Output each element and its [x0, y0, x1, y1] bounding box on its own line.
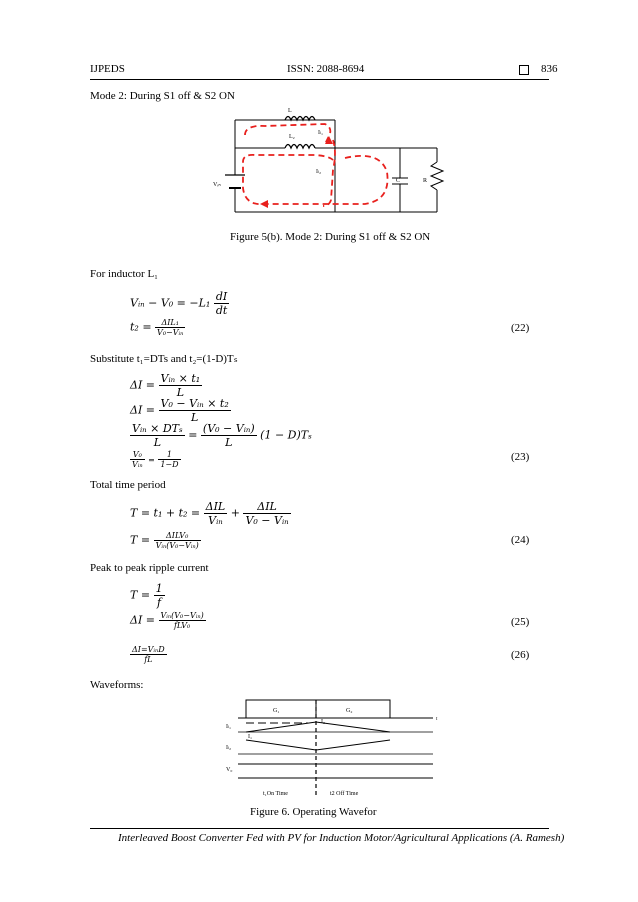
current-path-lower [243, 155, 388, 204]
inductor-heading: For inductor L₁ [90, 268, 158, 280]
label-l2: L₂ [289, 134, 295, 140]
footer-rule [90, 828, 549, 829]
substitute-text: Substitute t₁=DTs and t₂=(1-D)Tₛ [90, 353, 238, 365]
figure-6-caption: Figure 6. Operating Wavefor [250, 806, 377, 818]
waveform-diagram [218, 698, 443, 798]
wave-on-time: t₁On Time [263, 791, 288, 797]
wave-t-axis: t [436, 717, 438, 722]
eq22-line1: Vᵢₙ − V₀ = −L₁ $\frac{dI}{dt}$ [130, 290, 228, 317]
wave-i1: I₁ [248, 734, 253, 740]
eq23-line1: ΔI = $\frac{\text{Vᵢₙ × t₁}}{L}$ [130, 372, 201, 399]
wave-il1: Iₗ₁ [226, 724, 232, 730]
issn: ISSN: 2088-8694 [287, 63, 365, 75]
wave-off-time: t2 Off Time [330, 791, 359, 797]
label-il1: Iₗ₁ [318, 130, 324, 136]
header-rule [90, 79, 549, 80]
wave-il2: Iₗ₂ [226, 745, 232, 751]
eq24-number: (24) [511, 534, 530, 546]
figure-5b-caption: Figure 5(b). Mode 2: During S1 off & S2 ON [230, 231, 431, 243]
eq23-line3: $\frac{\text{Vᵢₙ × DTₛ}}{L}$ = $\frac{\text{(V₀ − Vᵢₙ)}}{L}$ (1 − D)Tₛ [132, 422, 312, 449]
label-top-l: L [288, 108, 292, 114]
total-time-heading: Total time period [90, 479, 166, 491]
label-r: R [423, 178, 428, 184]
wave-g2: G₂ [346, 708, 353, 714]
mode2-heading: Mode 2: During S1 off & S2 ON [90, 90, 235, 102]
inductor-l2-symbol [285, 145, 315, 149]
eq22-number: (22) [511, 322, 530, 334]
eq23-number: (23) [511, 451, 530, 463]
eq25-number: (25) [511, 616, 530, 628]
eq26-number: (26) [511, 649, 530, 661]
inductor-l1-symbol [285, 117, 315, 121]
eq25-line2: ΔI = $\frac{\text{Vᵢₙ(V₀−Vᵢₙ)}}{\text{fLV₀}}$ [130, 611, 204, 630]
eq23-line2: ΔI = $\frac{\text{V₀ − Vᵢₙ × t₂}}{L}$ [130, 397, 229, 424]
eq24-line1: T = t₁ + t₂ = $\frac{\text{ΔIL}}{\text{Vᵢₙ}}$ + $\frac{\text{ΔIL}}{\text{V₀ − Vᵢₙ}}$ [130, 500, 289, 527]
footer-text: Interleaved Boost Converter Fed with PV for Induction Motor/Agricultural Applications (A. Ramesh) [118, 832, 565, 844]
eq22-line2: t₂ = $\frac{\text{ΔIL₁}}{\text{V₀−Vᵢₙ}}$ [130, 318, 184, 337]
page-number: 836 [541, 63, 558, 75]
square-bullet-icon [519, 65, 529, 75]
journal-name: IJPEDS [90, 63, 125, 75]
eq24-line2: T = $\frac{\text{ΔILV₀}}{\text{Vᵢₙ(V₀−Vᵢₙ)}}$ [130, 531, 199, 550]
eq26: $\frac{\text{ΔI=VᵢₙD}}{fL}$ [132, 645, 165, 664]
waveforms-heading: Waveforms: [90, 679, 144, 691]
ripple-heading: Peak to peak ripple current [90, 562, 209, 574]
wave-vo: V₀ [226, 767, 233, 773]
eq25-line1: T = $\frac{1}{f}$ [130, 582, 163, 609]
wave-i2: I₂ [321, 719, 326, 725]
label-c: C [396, 178, 401, 184]
eq23-line4: $\frac{\text{V₀}}{\text{Vᵢₙ}}$ = $\frac{1}{1-D}$ [132, 450, 179, 469]
circuit-diagram [205, 100, 445, 220]
label-vin: Vᵢₙ [213, 182, 221, 188]
wave-g1: G₁ [273, 708, 280, 714]
label-il2: Iₗ₂ [316, 169, 322, 175]
